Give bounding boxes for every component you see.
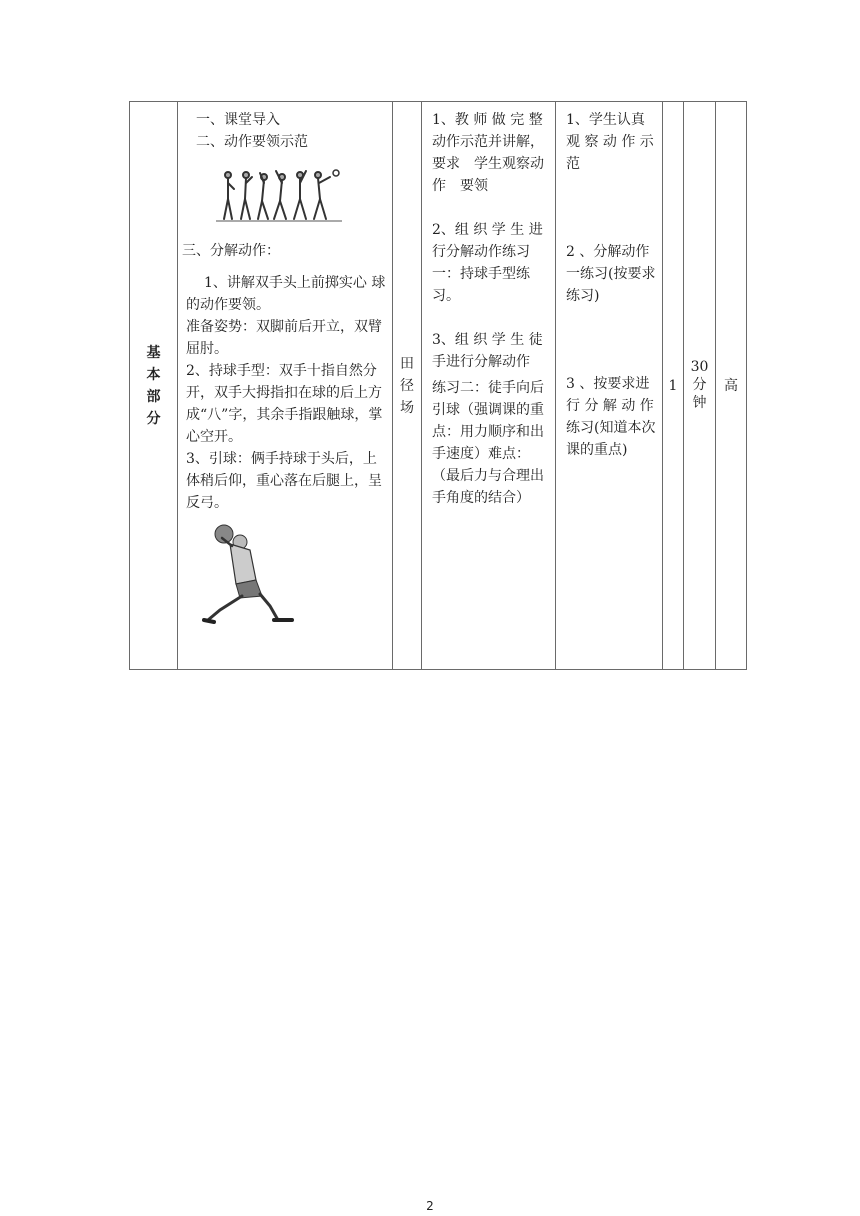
- content-cell: [178, 102, 393, 670]
- step1-text: 1、讲解双手头上前掷实心 球的动作要领。: [186, 275, 386, 313]
- section-label-cell: [130, 102, 178, 670]
- lesson-plan-table: [129, 101, 747, 670]
- decompose-title: 三、分解动作：: [182, 243, 280, 259]
- page-number: 2: [426, 1199, 434, 1213]
- step3-text: 3、引球：俩手持球于头后，上体稍后仰，重心落在后腿上，呈反弓。: [186, 451, 382, 511]
- intensity-cell: [716, 102, 747, 670]
- student-item-3: 3 、按要求进 行 分 解 动 作练习(知道本次课的重点): [566, 376, 656, 458]
- teacher-item-4: 练习二：徒手向后引球（强调课的重点：用力顺序和出手速度）难点：（最后力与合理出手角度的结合）: [432, 380, 544, 506]
- throw-sequence-figure: [216, 163, 346, 225]
- student-item-2: 2 、分解动作一练习(按要求练习): [566, 244, 656, 304]
- section-label: 基本部分: [146, 344, 161, 427]
- place-cell: [393, 102, 422, 670]
- thrower-figure: [200, 524, 300, 628]
- intro-text: 一、课堂导入: [196, 112, 280, 128]
- student-item-1: 1、学生认真 观 察 动 作 示 范: [566, 112, 654, 172]
- teacher-item-2: 2、组 织 学 生 进行分解动作练习一：持球手型练习。: [432, 222, 543, 304]
- count-text: 1: [668, 377, 678, 394]
- count-cell: [663, 102, 684, 670]
- duration-text: 30分钟: [690, 358, 709, 411]
- duration-cell: [684, 102, 716, 670]
- place-text: 田径场: [400, 355, 414, 416]
- demo-text: 二、动作要领示范: [196, 134, 308, 150]
- table-row: [130, 102, 747, 670]
- step2-text: 2、持球手型：双手十指自然分开，双手大拇指扣在球的后上方成“八”字，其余手指跟触球，掌心空开。: [186, 363, 383, 445]
- teacher-item-1: 1、教 师 做 完 整动作示范并讲解，要求 学生观察动作 要领: [432, 112, 544, 194]
- teacher-item-3: 3、组 织 学 生 徒手进行分解动作: [432, 332, 543, 370]
- intensity-text: 高: [724, 377, 738, 394]
- student-cell: [556, 102, 663, 670]
- teacher-cell: [422, 102, 556, 670]
- ready-text: 准备姿势：双脚前后开立，双臂屈肘。: [186, 319, 382, 357]
